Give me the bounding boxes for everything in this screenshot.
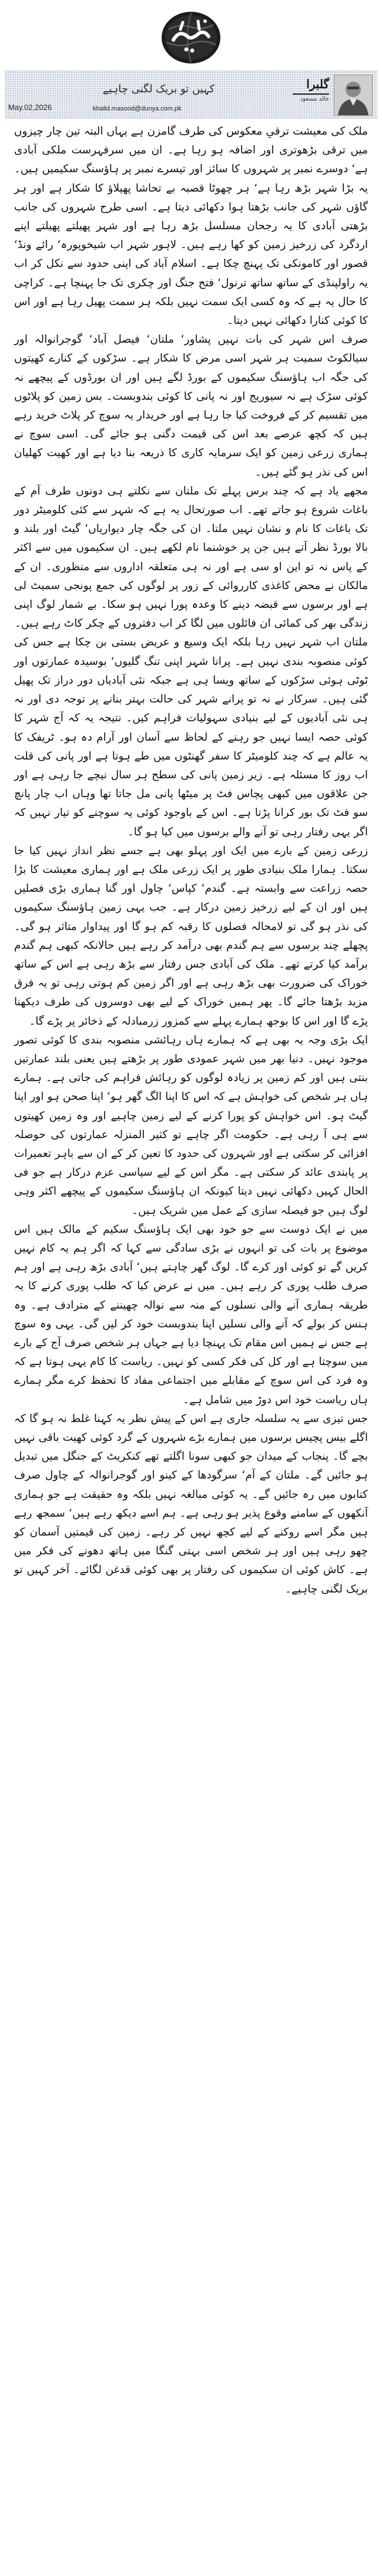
masthead xyxy=(0,5,382,68)
column-title: کہیں تو بریک لگنی چاہیے xyxy=(102,83,215,95)
author-portrait-icon xyxy=(334,75,372,115)
author-photo xyxy=(334,75,373,116)
article-paragraph: صرف اس شہر کی بات نہیں پشاور‘ ملتان‘ فیصل آباد‘ گوجرانوالہ اور سیالکوٹ سمیت ہر شہر اسی مرض کا شکار ہے۔ سڑکوں کے کنارے کھیتوں کی جگہ اب ہاؤسنگ سکیموں کے بورڈ لگے ہیں اور ان بورڈوں کے پیچھے نہ کوئی سڑک ہے نہ سیوریج اور نہ پانی کا کوئی بندوبست۔ بس زمین کو پلاٹوں میں تقسیم کر کے فروخت کیا جا رہا ہے اور خریدار یہ سوچ کر پلاٹ خرید رہے ہیں کہ کچھ عرصے بعد اس کی قیمت دگنی ہو جائے گی۔ اسی سوچ نے ہماری زرعی زمین کو ایک سرمایہ کاری کا ذریعہ بنا دیا ہے اور کھیت کھلیان اس کی نذر ہو گئے ہیں۔ xyxy=(14,333,368,479)
article-body xyxy=(14,122,368,1599)
article-paragraph: مجھے یاد ہے کہ چند برس پہلے تک ملتان سے نکلتے ہی دونوں طرف آم کے باغات شروع ہو جاتے تھے۔ اب صورتحال یہ ہے کہ شہر سے کئی کلومیٹر دور تک باغات کا نام و نشان نہیں ملتا۔ ان کی جگہ چار دیواریاں‘ گیٹ اور بلند و بالا بورڈ نظر آتے ہیں جن پر خوشنما نام لکھے ہیں۔ ان سکیموں میں سے اکثر کے پاس نہ تو این او سی ہے اور نہ ہی متعلقہ اداروں سے منظوری۔ ان کے مالکان نے محض کاغذی کارروائی کے زور پر لوگوں کی جمع پونجی سمیٹ لی ہے اور برسوں سے قبضہ دینے کا وعدہ پورا نہیں ہو سکا۔ بے شمار لوگ اپنی زندگی بھر کی کمائی ان فائلوں میں لگا کر اب دفتروں کے چکر کاٹ رہے ہیں۔ xyxy=(14,484,368,630)
article-paragraph: زرعی زمین کے بارے میں ایک اور پہلو بھی ہے جسے نظر انداز نہیں کیا جا سکتا۔ ہمارا ملک بنیادی طور پر ایک زرعی ملک ہے اور ہماری معیشت کا بڑا حصہ زراعت سے وابستہ ہے۔ گندم‘ کپاس‘ چاول اور گنا ہماری بڑی فصلیں ہیں اور ان کے لیے زرخیز زمین درکار ہے۔ جب یہی زمین ہاؤسنگ سکیموں کی نذر ہو گی تو لامحالہ فصلوں کا رقبہ کم ہو گا اور پیداوار متاثر ہو گی۔ پچھلے چند برسوں سے ہم گندم بھی درآمد کر رہے ہیں حالانکہ کبھی ہم گندم برآمد کیا کرتے تھے۔ ملک کی آبادی جس رفتار سے بڑھ رہی ہے اس کے ساتھ خوراک کی ضرورت بھی بڑھ رہی ہے اور اگر زمین کم ہوتی رہی تو یہ فرق مزید بڑھتا جائے گا۔ پھر ہمیں خوراک کے لیے بھی دوسروں کی طرف دیکھنا پڑے گا اور اس کا بوجھ ہمارے پہلے سے کمزور زرمبادلہ کے ذخائر پر پڑے گا۔ xyxy=(14,844,368,1028)
column-header xyxy=(5,71,377,119)
author-email[interactable]: khalid.masood@dunya.com.pk xyxy=(93,105,182,112)
article-paragraph: ملک کی معیشت ترقیِ معکوس کی طرف گامزن ہے یہاں البتہ تین چار چیزوں میں ترقی بڑھوتری اور اضافہ ہو رہا ہے۔ ان میں سرفہرست ملکی آبادی ہے‘ دوسرے نمبر پر شہروں کا سائز اور تیسرے نمبر پر ہاؤسنگ سکیمیں ہیں۔ یہ بڑا شہر بڑھ رہا ہے‘ ہر چھوٹا قصبہ بے تحاشا پھیلاؤ کا شکار ہے اور ہر گاؤں شہر کی جانب بڑھتا ہوا دکھائی دیتا ہے۔ اسی طرح شہروں کی جانب بڑھتی آبادی کا یہ رجحان مسلسل بڑھ رہا ہے اور شہر پھیلتے پھیلتے اپنے اردگرد کی زرخیز زمین کو کھا رہے ہیں۔ لاہور شہر اب شیخوپورہ‘ رائے ونڈ‘ قصور اور کامونکی تک پہنچ چکا ہے۔ اسلام آباد کی اپنی حدود سے نکل کر اب یہ راولپنڈی کے ساتھ ساتھ ترنول‘ فتح جنگ اور چکری تک جا پہنچا ہے۔ کراچی کا حال یہ ہے کہ وہ کسی ایک سمت نہیں بلکہ ہر سمت پھیل رہا ہے اور اس کا کوئی کنارا دکھائی نہیں دیتا۔ xyxy=(14,125,368,327)
publication-date: May.02,2026 xyxy=(8,103,52,112)
author-byline: خالد مسعود xyxy=(300,96,329,102)
author-name-underline xyxy=(293,93,329,95)
article-paragraph: جس تیزی سے یہ سلسلہ جاری ہے اس کے پیش نظر یہ کہنا غلط نہ ہو گا کہ اگلے بیس پچیس برسوں میں ہمارے بڑے شہروں کے گرد کوئی کھیت باقی نہیں بچے گا۔ پنجاب کے میدان جو کبھی سونا اگلتے تھے کنکریٹ کے جنگل میں تبدیل ہو جائیں گے۔ ملتان کے آم‘ سرگودھا کے کینو اور گوجرانوالہ کے چاول صرف کتابوں میں رہ جائیں گے۔ یہ کوئی مبالغہ نہیں بلکہ وہ حقیقت ہے جو ہماری آنکھوں کے سامنے وقوع پذیر ہو رہی ہے۔ ہم اسے دیکھ رہے ہیں‘ سمجھ رہے ہیں مگر اسے روکنے کے لیے کچھ نہیں کر رہے۔ زمین کی قیمتیں آسمان کو چھو رہی ہیں اور ہر شخص اسی بہتی گنگا میں ہاتھ دھونے کی فکر میں ہے۔ کاش کوئی ان سکیموں کی رفتار پر بھی کوئی قدغن لگائے۔ آخر کہیں تو بریک لگنی چاہیے۔ xyxy=(14,1412,368,1595)
article-paragraph: ملتان اب شہر نہیں رہا بلکہ ایک وسیع و عریض بستی بن چکا ہے جس کی کوئی منصوبہ بندی نہیں ہے۔ پرانا شہر اپنی تنگ گلیوں‘ بوسیدہ عمارتوں اور ٹوٹی ہوئی سڑکوں کے ساتھ ویسا ہی ہے جبکہ نئی آبادیاں دور دراز تک پھیل گئی ہیں۔ سرکار نے نہ تو پرانے شہر کی حالت بہتر بنانے پر توجہ دی اور نہ ہی نئی آبادیوں کے لیے بنیادی سہولیات فراہم کیں۔ نتیجہ یہ کہ آج شہر کا کوئی حصہ ایسا نہیں جو رہنے کے لحاظ سے آسان اور آرام دہ ہو۔ ٹریفک کا یہ عالم ہے کہ چند کلومیٹر کا سفر گھنٹوں میں طے ہوتا ہے اور پانی کی قلت اب روز کا مسئلہ ہے۔ زیر زمین پانی کی سطح ہر سال نیچے جا رہی ہے اور جن علاقوں میں کبھی پچاس فٹ پر میٹھا پانی مل جاتا تھا وہاں اب چار پانچ سو فٹ تک بور کرانا پڑتا ہے۔ اس کے باوجود کوئی یہ سوچنے کو تیار نہیں کہ اگر یہی رفتار رہی تو آنے والے برسوں میں کیا ہو گا۔ xyxy=(14,636,368,838)
article-paragraph: میں نے ایک دوست سے جو خود بھی ایک ہاؤسنگ سکیم کے مالک ہیں اس موضوع پر بات کی تو انہوں نے بڑی سادگی سے کہا کہ اگر ہم یہ کام نہیں کریں گے تو کوئی اور کرے گا۔ لوگ گھر چاہتے ہیں‘ آبادی بڑھ رہی ہے اور ہم صرف طلب پوری کر رہے ہیں۔ میں نے عرض کیا کہ طلب پوری کرنے کا یہ طریقہ ہماری آنے والی نسلوں کے منہ سے نوالہ چھیننے کے مترادف ہے۔ وہ ہنس کر بولے کہ آنے والی نسلیں اپنا بندوبست خود کر لیں گی۔ یہی وہ سوچ ہے جس نے ہمیں اس مقام تک پہنچا دیا ہے جہاں ہر شخص صرف آج کے بارے میں سوچتا ہے اور کل کی فکر کسی کو نہیں۔ ریاست کا کام یہی ہوتا ہے کہ وہ فرد کی اس سوچ کے مقابلے میں اجتماعی مفاد کا تحفظ کرے مگر ہمارے ہاں ریاست خود اس دوڑ میں شامل ہے۔ xyxy=(14,1223,368,1406)
author-name: گلبرا xyxy=(306,77,329,91)
dunya-newspaper-logo-icon xyxy=(156,6,226,67)
article-paragraph: ایک بڑی وجہ یہ بھی ہے کہ ہمارے ہاں رہائشی منصوبہ بندی کا کوئی تصور موجود نہیں۔ دنیا بھر میں شہر عمودی طور پر بڑھتے ہیں یعنی بلند عمارتیں بنتی ہیں اور کم زمین پر زیادہ لوگوں کو رہائش فراہم کی جاتی ہے۔ ہمارے ہاں ہر شخص کی خواہش ہے کہ اس کا اپنا الگ گھر ہو‘ اپنا صحن ہو اور اپنا گیٹ ہو۔ اس خواہش کو پورا کرنے کے لیے زمین چاہیے اور وہ زمین کھیتوں سے ہی آ رہی ہے۔ حکومت اگر چاہے تو کثیر المنزلہ عمارتوں کی حوصلہ افزائی کر سکتی ہے اور شہروں کی حدود کا تعین کر کے ان سے باہر تعمیرات پر پابندی عائد کر سکتی ہے۔ مگر اس کے لیے سیاسی عزم درکار ہے جو فی الحال کہیں دکھائی نہیں دیتا کیونکہ ان ہاؤسنگ سکیموں کے پیچھے اکثر وہی لوگ ہیں جو فیصلہ سازی کے عمل میں شریک ہیں۔ xyxy=(14,1033,368,1217)
